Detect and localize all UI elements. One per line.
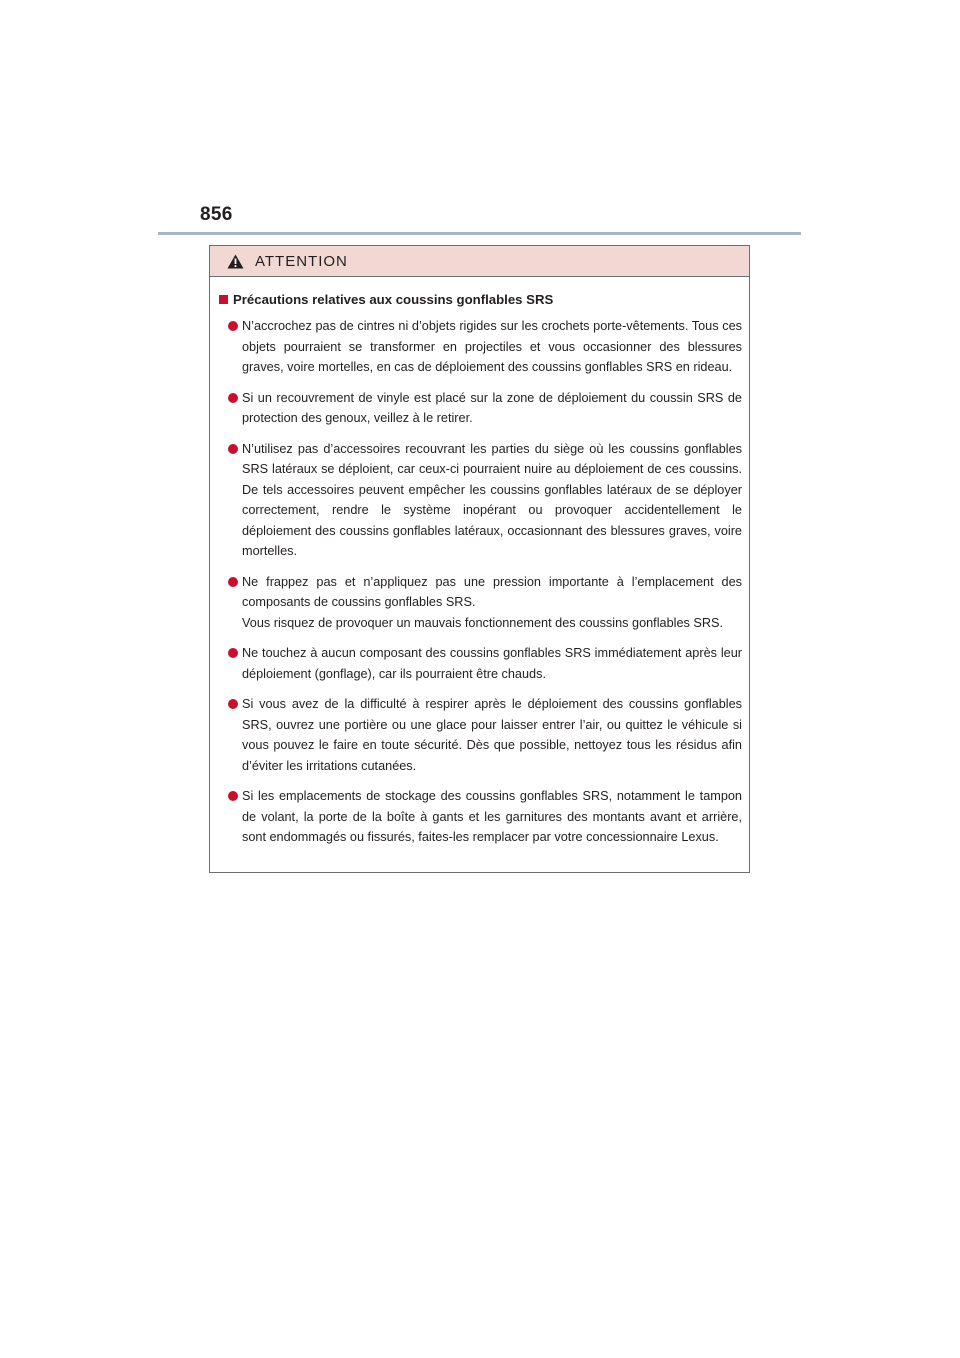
list-item [219,643,742,684]
warning-title: ATTENTION [255,252,348,270]
bullet-dot-icon [228,393,238,403]
bullet-text: Ne frappez pas et n’appliquez pas une pression importante à l’emplacement des composants de coussins gonflables SRS. Vous risquez de provoquer un mauvais fonctionnement des coussins gonflables SRS. [242,574,742,630]
bullet-dot-icon [228,791,238,801]
bullet-text: Si les emplacements de stockage des coussins gonflables SRS, notamment le tampon de volant, la porte de la boîte à gants et les garnitures des montants avant et arrière, sont endommagés ou fissurés, faites-les remplacer par votre concessionnaire Lexus. [242,789,742,844]
bullet-text: Ne touchez à aucun composant des coussins gonflables SRS immédiatement après leur déploiement (gonflage), car ils pourraient être chauds. [242,646,742,681]
list-item [219,572,742,634]
bullet-dot-icon [228,444,238,454]
bullet-dot-icon [228,699,238,709]
page-number: 856 [200,204,233,225]
section-square-icon [219,295,228,304]
bullet-text: N’utilisez pas d’accessoires recouvrant les parties du siège où les coussins gonflables SRS latéraux se déploient, car ceux-ci pourraient nuire au déploiement de ces coussins. De tels accessoires peuvent empêcher les coussins gonflables latéraux de se déployer correctement, rendre le système inopérant ou provoquer accidentellement le déploiement des coussins gonflables latéraux, occasionnant des blessures graves, voire mortelles. [242,441,742,558]
warning-box [209,245,750,873]
bullet-text: N’accrochez pas de cintres ni d’objets rigides sur les crochets porte-vêtements. Tous ces objets pourraient se transformer en projectiles et vous occasionner des blessures graves, voire mortelles, en cas de déploiement des coussins gonflables SRS en rideau. [242,319,742,374]
bullet-dot-icon [228,321,238,331]
bullet-dot-icon [228,648,238,658]
list-item [219,439,742,562]
warning-header [210,246,749,277]
section-heading [219,292,742,307]
bullet-dot-icon [228,577,238,587]
list-item [219,316,742,378]
header-rule [158,232,801,235]
warning-body [210,277,749,848]
bullet-text: Si vous avez de la difficulté à respirer après le déploiement des coussins gonflables SRS, ouvrez une portière ou une glace pour laisser entrer l’air, ou quittez le véhicule si vous pouvez le faire en toute sécurité. Dès que possible, nettoyez tous les résidus afin d’éviter les irritations cutanées. [242,697,742,773]
bullet-text: Si un recouvrement de vinyle est placé sur la zone de déploiement du coussin SRS de protection des genoux, veillez à le retirer. [242,390,742,425]
list-item [219,786,742,848]
warning-triangle-icon [227,254,244,269]
list-item [219,388,742,429]
section-heading-text: Précautions relatives aux coussins gonflables SRS [233,292,554,307]
bullet-list [219,316,742,848]
list-item [219,694,742,776]
